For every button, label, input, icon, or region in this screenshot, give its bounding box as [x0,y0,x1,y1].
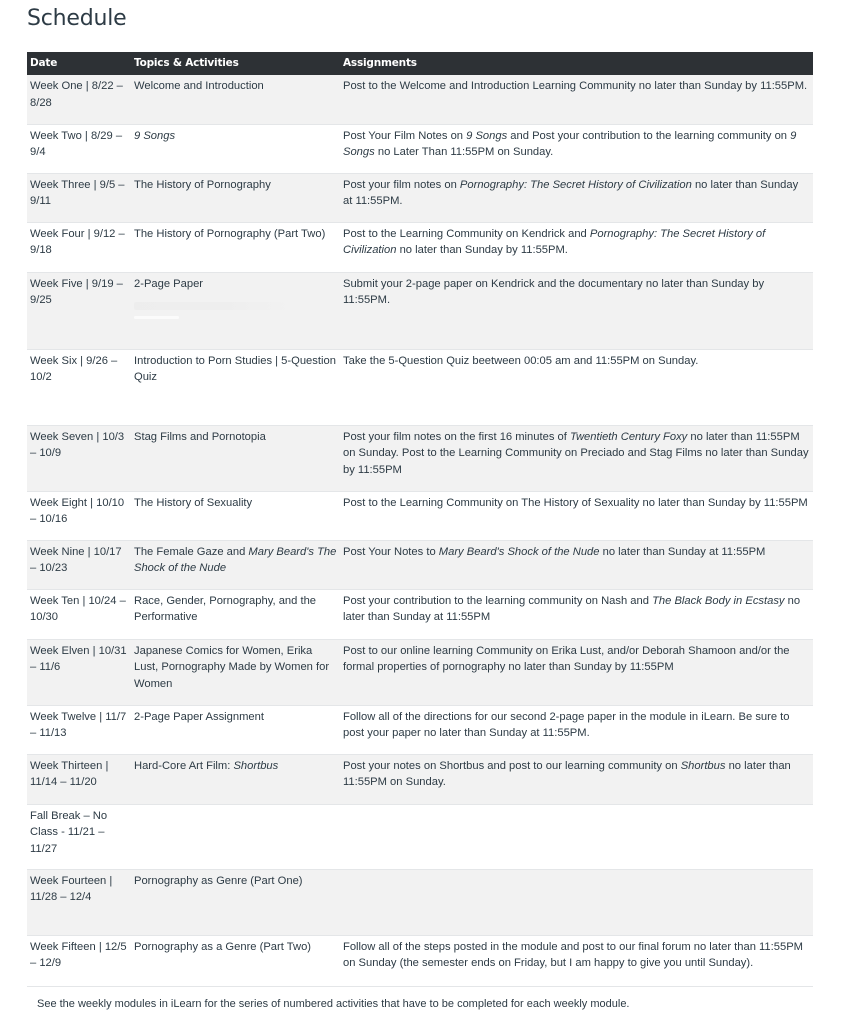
text-segment: Pornography as a Genre (Part Two) [134,940,312,953]
cell-topic [131,639,340,705]
text-segment: Follow all of the steps posted in the module and post to our final forum no later than 11:55PM on Sunday (the semester ends on Friday, but I am happy to give you until Sunday). [343,940,803,969]
text-segment: 2-Page Paper [134,277,204,290]
text-segment: The History of Sexuality [134,496,253,509]
cell-assignment [340,804,813,869]
cell-topic [131,124,340,173]
italic-title: Mary Beard's The Shock of the Nude [134,545,337,574]
cell-topic [131,804,340,869]
cell-topic [131,425,340,491]
cell-topic [131,349,340,425]
table-row [27,272,813,349]
italic-title: 9 Songs [343,129,797,158]
cell-assignment [340,705,813,754]
text-segment: Post to the Welcome and Introduction Learning Community no later than Sunday by 11:55PM. [343,80,808,92]
table-row [27,705,813,754]
text-segment: Take the 5-Question Quiz beetween 00:05 am and 11:55PM on Sunday. [343,354,699,367]
text-segment: 2-Page Paper Assignment [134,710,264,723]
italic-title: Twentieth Century Foxy [569,430,688,443]
cell-assignment [340,639,813,705]
table-row [27,589,813,639]
italic-title: Pornography: The Secret History of Civilization [343,227,766,256]
text-segment: Post your film notes on the first 16 minutes of [343,430,570,443]
schedule-table-header [27,52,813,75]
text-segment: Race, Gender, Pornography, and the Performative [134,594,317,623]
table-row [27,804,813,869]
italic-title: Mary Beard's Shock of the Nude [438,545,600,558]
cell-date: Week Four | 9/12 – 9/18 [30,227,125,256]
text-segment: no later than Sunday at 11:55PM [343,594,801,623]
cell-topic [131,540,340,589]
text-segment: Post to the Learning Community on The History of Sexuality no later than Sunday by 11:55PM [343,496,808,509]
table-row [27,124,813,173]
cell-date: Week Elven | 10/31 – 11/6 [30,644,127,673]
cell-assignment [340,869,813,935]
table-row [27,349,813,425]
table-row [27,491,813,540]
table-row [27,639,813,705]
table-row [27,935,813,986]
cell-date: Week Fourteen | 11/28 – 12/4 [30,874,113,903]
column-header-topics: Topics & Activities [131,52,340,75]
cell-date: Week Twelve | 11/7 – 11/13 [30,710,127,739]
table-row [27,425,813,491]
text-segment: Submit your 2-page paper on Kendrick and the documentary no later than Sunday by 11:55PM. [343,277,765,306]
text-segment: no Later Than 11:55PM on Sunday. [374,146,554,158]
cell-assignment [340,935,813,986]
cell-date: Week Fifteen | 12/5 – 12/9 [30,940,127,969]
cell-assignment [340,272,813,349]
italic-title: 9 Songs [134,129,176,142]
cell-date: Fall Break – No Class - 11/21 – 11/27 [30,809,108,855]
text-segment: Introduction to Porn Studies | 5-Question Quiz [134,354,336,383]
schedule-table [27,52,813,987]
cell-date: Week Nine | 10/17 – 10/23 [30,545,122,574]
cell-topic [131,935,340,986]
column-header-date: Date [27,52,131,75]
table-row [27,75,813,124]
cell-assignment [340,349,813,425]
column-header-assignments: Assignments [340,52,813,75]
text-segment: The History of Pornography (Part Two) [134,227,326,240]
table-row [27,222,813,272]
text-segment: Post your contribution to the learning community on Nash and [343,594,653,607]
text-segment: Japanese Comics for Women, Erika Lust, Pornography Made by Women for Women [134,644,330,690]
cell-date: Week Thirteen | 11/14 – 11/20 [30,759,109,788]
text-segment: no later than Sunday at 11:55PM. [343,178,799,207]
cell-assignment [340,540,813,589]
faded-placeholder-line [134,316,179,319]
text-segment: Stag Films and Pornotopia [134,430,266,443]
cell-assignment [340,589,813,639]
italic-title: The Black Body in Ecstasy [652,594,785,607]
cell-topic [131,75,340,124]
text-segment: Hard-Core Art Film: [134,759,234,772]
text-segment: Pornography as Genre (Part One) [134,874,303,887]
text-segment: no later than 11:55PM on Sunday. Post to the Learning Community on Preciado and Stag Films no later than Sunday by 11:55PM [343,430,809,476]
italic-title: 9 Songs [466,129,508,142]
text-segment: no later than Sunday by 11:55PM. [396,244,568,256]
text-segment: Post Your Film Notes on [343,129,467,142]
text-segment: The History of Pornography [134,178,271,191]
text-segment: Post to our online learning Community on Erika Lust, and/or Deborah Shamoon and/or the formal properties of pornography no later than Sunday by 11:55PM [343,644,790,673]
italic-title: Shortbus [680,759,726,772]
page-title: Schedule [27,6,127,31]
text-segment: Post your film notes on [343,178,460,191]
cell-assignment [340,75,813,124]
italic-title: Shortbus [233,759,279,772]
text-segment: Welcome and Introduction [134,80,264,92]
text-segment: Post to the Learning Community on Kendrick and [343,227,590,240]
cell-assignment [340,491,813,540]
cell-assignment [340,124,813,173]
text-segment: Post your notes on Shortbus and post to our learning community on [343,759,681,772]
table-row [27,869,813,935]
cell-date: Week Five | 9/19 – 9/25 [30,277,123,306]
table-row [27,173,813,222]
cell-date: Week One | 8/22 – 8/28 [30,80,123,109]
cell-date: Week Ten | 10/24 – 10/30 [30,594,126,623]
footer-note: See the weekly modules in iLearn for the series of numbered activities that have to be completed for each weekly module. [37,998,630,1010]
table-row [27,754,813,804]
faded-placeholder-text [134,302,294,310]
cell-topic [131,705,340,754]
cell-topic [131,869,340,935]
cell-topic [131,222,340,272]
italic-title: Pornography: The Secret History of Civilization [459,178,692,191]
text-segment: no later than Sunday at 11:55PM [599,545,766,558]
text-segment: no later than 11:55PM on Sunday. [343,759,791,788]
cell-topic [131,272,340,349]
cell-assignment [340,754,813,804]
cell-date: Week Eight | 10/10 – 10/16 [30,496,125,525]
text-segment: Post Your Notes to [343,545,439,558]
cell-date: Week Six | 9/26 – 10/2 [30,354,118,383]
cell-topic [131,754,340,804]
cell-assignment [340,425,813,491]
text-segment: Follow all of the directions for our second 2-page paper in the module in iLearn. Be sure to post your paper no later than Sunday at 11:55PM. [343,710,790,739]
cell-date: Week Two | 8/29 – 9/4 [30,129,123,158]
cell-topic [131,173,340,222]
cell-assignment [340,222,813,272]
schedule-table-body [27,75,813,986]
cell-date: Week Seven | 10/3 – 10/9 [30,430,125,459]
cell-date: Week Three | 9/5 – 9/11 [30,178,125,207]
cell-topic [131,589,340,639]
text-segment: and Post your contribution to the learning community on [507,129,791,142]
table-row [27,540,813,589]
cell-assignment [340,173,813,222]
text-segment: The Female Gaze and [134,545,249,558]
cell-topic [131,491,340,540]
